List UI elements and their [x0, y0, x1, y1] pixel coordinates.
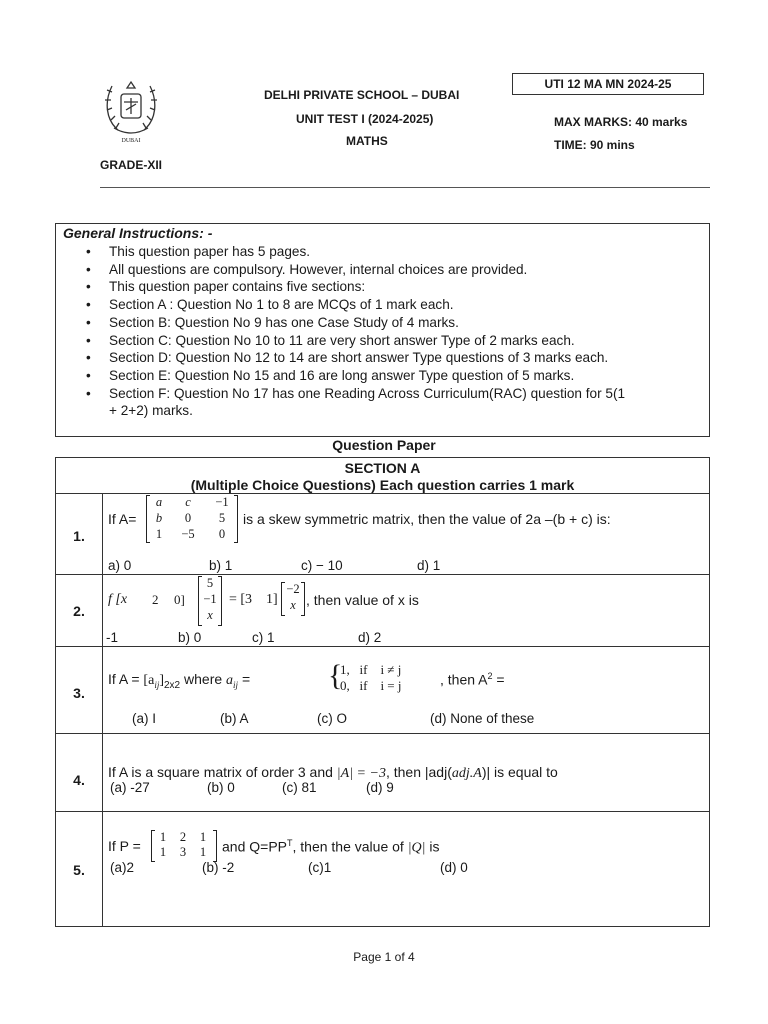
school-logo — [100, 72, 162, 150]
q3-line — [108, 671, 250, 691]
question-number: 1. — [73, 528, 85, 544]
matrix-cell: c — [185, 495, 191, 509]
header-divider — [100, 187, 710, 188]
option: (a) -27 — [110, 780, 150, 795]
instruction-item: • This question paper has 5 pages. — [86, 243, 696, 261]
option: c) 1 — [252, 630, 275, 645]
question-number: 4. — [73, 772, 85, 788]
option: (d) 9 — [366, 780, 394, 795]
q2-column-vector — [198, 576, 222, 626]
q3-aij-sub: ij — [154, 679, 160, 690]
option: (c) 81 — [282, 780, 317, 795]
row-divider — [56, 811, 709, 812]
matrix-cell: 1 — [155, 527, 163, 541]
section-title: SECTION A — [344, 460, 421, 476]
question-number: 5. — [73, 862, 85, 878]
time-allowed: TIME: 90 mins — [554, 138, 635, 152]
row-divider — [56, 733, 709, 734]
q2-row2: 1] — [266, 592, 278, 607]
option: (d) None of these — [430, 711, 535, 726]
instruction-item: • This question paper contains five sections: — [86, 278, 696, 296]
q3-case-2: 0, if i = j — [340, 678, 402, 693]
matrix-cell: x — [207, 608, 213, 622]
q2-column-vector-2 — [281, 582, 305, 616]
option: (b) A — [220, 711, 249, 726]
school-name: DELHI PRIVATE SCHOOL – DUBAI — [264, 88, 460, 102]
option: (b) -2 — [202, 860, 235, 875]
matrix-cell: 3 — [179, 845, 187, 859]
option: (c)1 — [308, 860, 332, 875]
matrix-cell: 1 — [159, 845, 167, 859]
row-divider — [56, 646, 709, 647]
logo-caption: DUBAI — [121, 138, 141, 144]
instructions-list — [86, 243, 696, 420]
question-number: 2. — [73, 603, 85, 619]
q5-matrix — [151, 830, 217, 862]
question-table — [55, 457, 710, 927]
matrix-cell: −1 — [203, 592, 217, 606]
q3-case-1: 1, if i ≠ j — [340, 662, 402, 677]
matrix-cell: b — [155, 511, 163, 525]
q5-text-main: and Q=PP — [222, 838, 287, 855]
q4-text — [108, 764, 558, 782]
column-divider — [102, 494, 103, 926]
instruction-item: • Section A : Question No 1 to 8 are MCQs of 1 mark each. — [86, 296, 696, 314]
q1-matrix — [146, 495, 238, 543]
instruction-item: • Section D: Question No 12 to 14 are short answer Type questions of 3 marks each. — [86, 349, 696, 367]
matrix-cell: −2 — [286, 582, 300, 596]
matrix-cell: 1 — [199, 845, 207, 859]
option: a) 0 — [108, 558, 132, 573]
q2-equals: = [3 — [229, 592, 253, 607]
q5-sup: T — [287, 838, 293, 848]
matrix-cell: a — [155, 495, 163, 509]
q3-cases — [328, 661, 440, 695]
paper-code: UTI 12 MA MN 2024-25 — [512, 73, 704, 95]
q3-adef-a: a — [226, 673, 234, 688]
option: -1 — [106, 630, 119, 645]
matrix-cell: x — [290, 598, 296, 612]
q2-text: , then value of x is — [306, 592, 419, 608]
q4-text-c: )| is equal to — [481, 764, 558, 780]
q5-prefix: If P = — [108, 838, 141, 854]
q4-math-b: adj.A — [451, 766, 482, 781]
row-divider — [56, 493, 709, 494]
q1-text: is a skew symmetric matrix, then the value of 2a –(b + c) is: — [243, 511, 611, 527]
test-name: UNIT TEST I (2024-2025) — [296, 112, 434, 126]
matrix-cell: 1 — [199, 830, 207, 844]
q2-row-value: 0] — [174, 592, 185, 607]
q2-row-value: 2 — [152, 592, 159, 607]
option: d) 1 — [417, 558, 441, 573]
instruction-item: • Section B: Question No 9 has one Case Study of 4 marks. — [86, 314, 696, 332]
q5-text3: is — [425, 838, 440, 855]
option: (c) O — [317, 711, 347, 726]
instructions-title: General Instructions: - — [63, 225, 213, 241]
q3-tail — [440, 671, 505, 688]
instruction-item: • Section E: Question No 15 and 16 are long answer Type question of 5 marks. — [86, 367, 696, 385]
instruction-item-continuation: + 2+2) marks. — [109, 403, 193, 419]
option: (d) 0 — [440, 860, 468, 875]
q3-eq: = — [238, 671, 251, 687]
matrix-cell: 0 — [184, 511, 192, 525]
subject-name: MATHS — [346, 134, 388, 148]
q3-text2: = — [492, 671, 505, 688]
q3-aij-close: ] — [159, 673, 164, 688]
option: b) 1 — [209, 558, 233, 573]
q3-size: 2x2 — [164, 679, 181, 691]
q5-text2: , then the value of — [292, 838, 408, 855]
matrix-cell: 5 — [206, 576, 214, 590]
matrix-cell: 0 — [218, 527, 226, 541]
option: c) − 10 — [301, 558, 343, 573]
instructions-box — [55, 223, 710, 437]
q3-prefix: If A = — [108, 671, 140, 687]
q5-math: |Q| — [407, 840, 426, 856]
matrix-cell: 2 — [179, 830, 187, 844]
q3-where: where — [180, 671, 227, 687]
q3-aij — [143, 673, 164, 688]
question-number: 3. — [73, 685, 85, 701]
section-subtitle: (Multiple Choice Questions) Each question carries 1 mark — [190, 477, 575, 493]
instruction-item: • Section F: Question No 17 has one Reading Across Curriculum(RAC) question for 5(1 — [86, 385, 696, 403]
q3-adef — [226, 673, 238, 688]
option: d) 2 — [358, 630, 382, 645]
matrix-cell: 5 — [218, 511, 226, 525]
q3-text: , then A — [440, 671, 488, 688]
option: (b) 0 — [207, 780, 235, 795]
option: b) 0 — [178, 630, 202, 645]
q5-text — [222, 838, 440, 857]
q4-text-b: , then |adj( — [385, 764, 452, 780]
matrix-cell: −5 — [181, 527, 195, 541]
grade: GRADE-XII — [100, 158, 163, 172]
matrix-cell: −1 — [215, 495, 229, 509]
instruction-item: • All questions are compulsory. However, internal choices are provided. — [86, 261, 696, 279]
q3-aij-open: [a — [143, 673, 155, 688]
q3-adef-sub: ij — [233, 679, 239, 690]
question-paper-title: Question Paper — [332, 437, 436, 453]
q4-math-a: |A| = −3 — [336, 766, 386, 781]
q4-text-a: If A is a square matrix of order 3 and — [108, 764, 337, 780]
option: (a)2 — [110, 860, 135, 875]
instruction-item: • Section C: Question No 10 to 11 are very short answer Type of 2 marks each. — [86, 332, 696, 350]
option: (a) I — [132, 711, 157, 726]
q3-sup: 2 — [487, 671, 493, 681]
matrix-cell: 1 — [159, 830, 167, 844]
row-divider — [56, 574, 709, 575]
max-marks: MAX MARKS: 40 marks — [554, 115, 688, 129]
page-footer: Page 1 of 4 — [353, 950, 415, 964]
q2-prefix: f [x — [108, 592, 128, 607]
brace-icon: { — [328, 659, 343, 692]
q1-prefix: If A= — [108, 511, 137, 527]
